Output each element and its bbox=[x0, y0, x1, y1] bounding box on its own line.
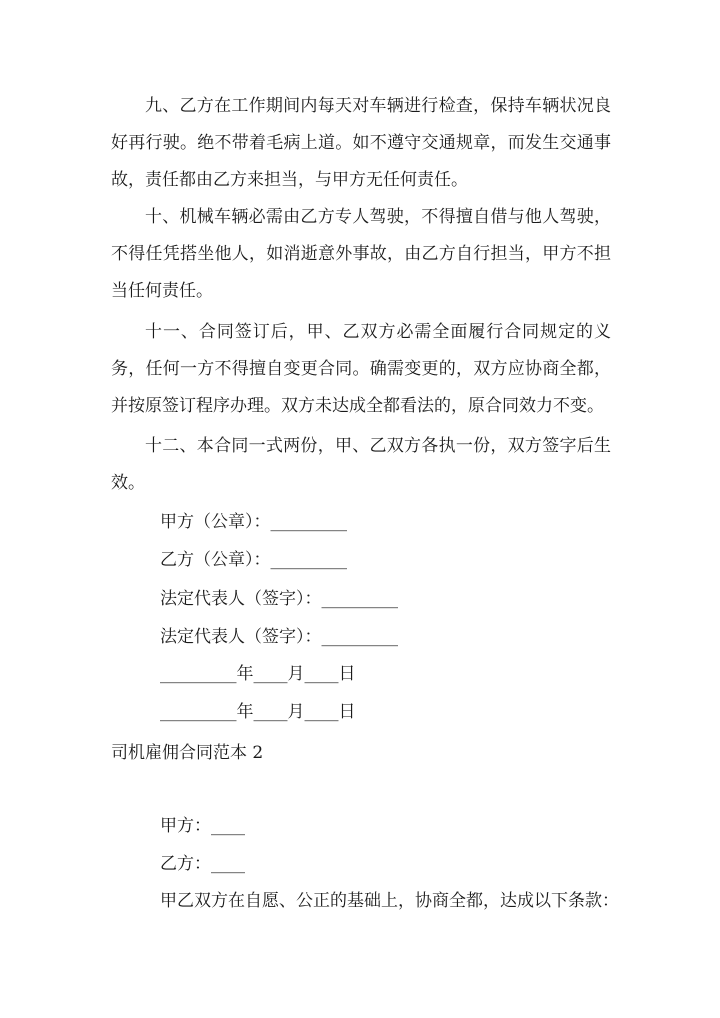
signature-party-b-seal: 乙方（公章）：_________ bbox=[160, 550, 347, 570]
clause-11: 十一、合同签订后，甲、乙双方必需全面履行合同规定的义务，任何一方不得擅自变更合同。确需变更的，双方应协商全都，并按原签订程序办理。双方未达成全都看法的，原合同效力不变。 bbox=[111, 322, 611, 416]
clause-9: 九、乙方在工作期间内每天对车辆进行检查，保持车辆状况良好再行驶。绝不带着毛病上道。如不遵守交通规章，而发生交通事故，责任都由乙方来担当，与甲方无任何责任。 bbox=[111, 96, 611, 190]
intro-paragraph: 甲乙双方在自愿、公正的基础上，协商全都，达成以下条款： bbox=[160, 891, 619, 911]
signature-date-2: _________年____月____日 bbox=[160, 702, 356, 722]
signature-party-a-seal: 甲方（公章）：_________ bbox=[160, 512, 347, 532]
clause-12: 十二、本合同一式两份，甲、乙双方各执一份，双方签字后生效。 bbox=[111, 436, 611, 493]
signature-date-1: _________年____月____日 bbox=[160, 664, 356, 684]
party-b-line: 乙方：____ bbox=[160, 854, 245, 874]
signature-legal-rep-2: 法定代表人（签字）：_________ bbox=[160, 627, 398, 647]
section-title: 司机雇佣合同范本 2 bbox=[111, 743, 264, 763]
party-a-line: 甲方：____ bbox=[160, 816, 245, 836]
signature-legal-rep-1: 法定代表人（签字）：_________ bbox=[160, 589, 398, 609]
clause-10: 十、机械车辆必需由乙方专人驾驶，不得擅自借与他人驾驶，不得任凭搭坐他人，如消逝意外事故，由乙方自行担当，甲方不担当任何责任。 bbox=[111, 207, 611, 301]
